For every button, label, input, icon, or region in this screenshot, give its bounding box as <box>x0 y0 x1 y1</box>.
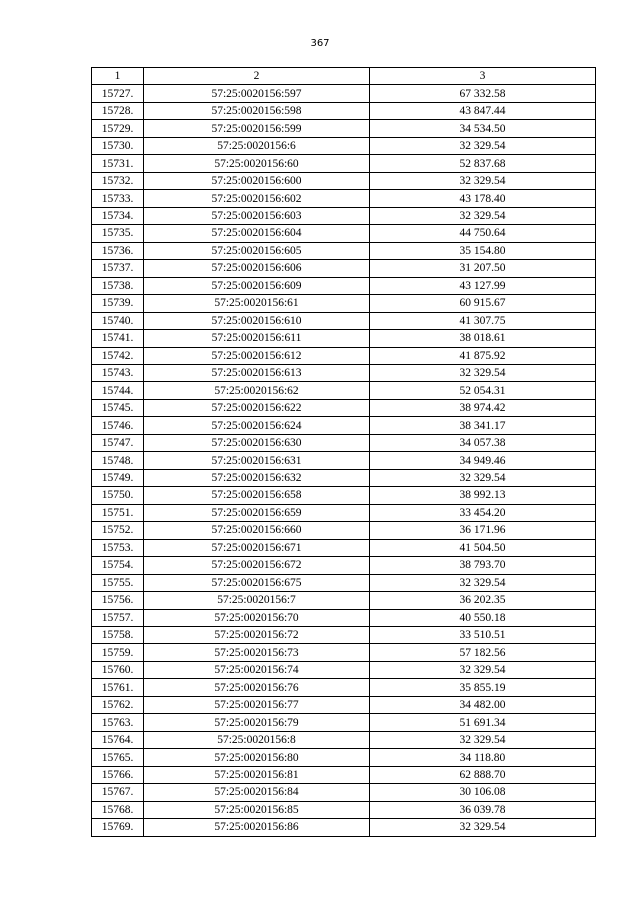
row-number-cell: 15745. <box>92 399 144 416</box>
value-cell: 34 118.80 <box>370 749 596 766</box>
cadastral-number-cell: 57:25:0020156:7 <box>144 592 370 609</box>
value-cell: 35 855.19 <box>370 679 596 696</box>
cadastral-number-cell: 57:25:0020156:675 <box>144 574 370 591</box>
row-number-cell: 15764. <box>92 731 144 748</box>
row-number-cell: 15752. <box>92 522 144 539</box>
value-cell: 41 875.92 <box>370 347 596 364</box>
row-number-cell: 15733. <box>92 190 144 207</box>
table-row <box>92 819 596 836</box>
cadastral-number-cell: 57:25:0020156:624 <box>144 417 370 434</box>
table-row <box>92 696 596 713</box>
data-table <box>91 67 596 837</box>
value-cell: 32 329.54 <box>370 661 596 678</box>
cadastral-number-cell: 57:25:0020156:671 <box>144 539 370 556</box>
row-number-cell: 15754. <box>92 557 144 574</box>
cadastral-number-cell: 57:25:0020156:81 <box>144 766 370 783</box>
value-cell: 33 454.20 <box>370 504 596 521</box>
value-cell: 38 793.70 <box>370 557 596 574</box>
cadastral-number-cell: 57:25:0020156:613 <box>144 364 370 381</box>
row-number-cell: 15759. <box>92 644 144 661</box>
row-number-cell: 15739. <box>92 295 144 312</box>
value-cell: 36 039.78 <box>370 801 596 818</box>
table-row <box>92 801 596 818</box>
cadastral-number-cell: 57:25:0020156:602 <box>144 190 370 207</box>
cadastral-number-cell: 57:25:0020156:599 <box>144 120 370 137</box>
header-cell-2: 2 <box>144 68 370 85</box>
table-row <box>92 364 596 381</box>
cadastral-number-cell: 57:25:0020156:672 <box>144 557 370 574</box>
value-cell: 52 837.68 <box>370 155 596 172</box>
table-row <box>92 417 596 434</box>
row-number-cell: 15769. <box>92 819 144 836</box>
cadastral-number-cell: 57:25:0020156:622 <box>144 399 370 416</box>
cadastral-number-cell: 57:25:0020156:598 <box>144 102 370 119</box>
value-cell: 44 750.64 <box>370 225 596 242</box>
row-number-cell: 15760. <box>92 661 144 678</box>
table-body <box>92 85 596 836</box>
table-row <box>92 522 596 539</box>
row-number-cell: 15741. <box>92 330 144 347</box>
cadastral-number-cell: 57:25:0020156:603 <box>144 207 370 224</box>
value-cell: 60 915.67 <box>370 295 596 312</box>
row-number-cell: 15730. <box>92 137 144 154</box>
value-cell: 38 018.61 <box>370 330 596 347</box>
value-cell: 62 888.70 <box>370 766 596 783</box>
cadastral-number-cell: 57:25:0020156:660 <box>144 522 370 539</box>
row-number-cell: 15735. <box>92 225 144 242</box>
table-row <box>92 399 596 416</box>
value-cell: 38 341.17 <box>370 417 596 434</box>
row-number-cell: 15766. <box>92 766 144 783</box>
value-cell: 32 329.54 <box>370 172 596 189</box>
row-number-cell: 15765. <box>92 749 144 766</box>
cadastral-number-cell: 57:25:0020156:76 <box>144 679 370 696</box>
table-row <box>92 137 596 154</box>
header-cell-3: 3 <box>370 68 596 85</box>
cadastral-number-cell: 57:25:0020156:630 <box>144 434 370 451</box>
table-row <box>92 504 596 521</box>
value-cell: 36 202.35 <box>370 592 596 609</box>
value-cell: 32 329.54 <box>370 469 596 486</box>
table-row <box>92 539 596 556</box>
cadastral-number-cell: 57:25:0020156:74 <box>144 661 370 678</box>
value-cell: 32 329.54 <box>370 731 596 748</box>
row-number-cell: 15729. <box>92 120 144 137</box>
cadastral-number-cell: 57:25:0020156:60 <box>144 155 370 172</box>
table-row <box>92 627 596 644</box>
value-cell: 31 207.50 <box>370 260 596 277</box>
value-cell: 41 504.50 <box>370 539 596 556</box>
row-number-cell: 15761. <box>92 679 144 696</box>
cadastral-number-cell: 57:25:0020156:86 <box>144 819 370 836</box>
value-cell: 43 847.44 <box>370 102 596 119</box>
page-number: 367 <box>310 38 330 49</box>
table-row <box>92 382 596 399</box>
table-header-row <box>92 68 596 85</box>
table-row <box>92 85 596 102</box>
table-row <box>92 731 596 748</box>
row-number-cell: 15738. <box>92 277 144 294</box>
row-number-cell: 15756. <box>92 592 144 609</box>
cadastral-number-cell: 57:25:0020156:61 <box>144 295 370 312</box>
table-row <box>92 749 596 766</box>
value-cell: 32 329.54 <box>370 819 596 836</box>
cadastral-number-cell: 57:25:0020156:80 <box>144 749 370 766</box>
table-row <box>92 260 596 277</box>
table-row <box>92 784 596 801</box>
row-number-cell: 15758. <box>92 627 144 644</box>
value-cell: 52 054.31 <box>370 382 596 399</box>
table-row <box>92 679 596 696</box>
cadastral-number-cell: 57:25:0020156:658 <box>144 487 370 504</box>
table-row <box>92 120 596 137</box>
table-row <box>92 155 596 172</box>
row-number-cell: 15740. <box>92 312 144 329</box>
cadastral-number-cell: 57:25:0020156:62 <box>144 382 370 399</box>
row-number-cell: 15763. <box>92 714 144 731</box>
row-number-cell: 15728. <box>92 102 144 119</box>
cadastral-number-cell: 57:25:0020156:612 <box>144 347 370 364</box>
table-row <box>92 102 596 119</box>
cadastral-number-cell: 57:25:0020156:79 <box>144 714 370 731</box>
row-number-cell: 15767. <box>92 784 144 801</box>
value-cell: 34 057.38 <box>370 434 596 451</box>
table-row <box>92 452 596 469</box>
row-number-cell: 15727. <box>92 85 144 102</box>
row-number-cell: 15757. <box>92 609 144 626</box>
value-cell: 32 329.54 <box>370 364 596 381</box>
cadastral-number-cell: 57:25:0020156:600 <box>144 172 370 189</box>
row-number-cell: 15736. <box>92 242 144 259</box>
value-cell: 43 127.99 <box>370 277 596 294</box>
row-number-cell: 15737. <box>92 260 144 277</box>
row-number-cell: 15762. <box>92 696 144 713</box>
cadastral-number-cell: 57:25:0020156:72 <box>144 627 370 644</box>
value-cell: 51 691.34 <box>370 714 596 731</box>
value-cell: 32 329.54 <box>370 137 596 154</box>
table-row <box>92 766 596 783</box>
value-cell: 36 171.96 <box>370 522 596 539</box>
value-cell: 32 329.54 <box>370 574 596 591</box>
table-row <box>92 574 596 591</box>
value-cell: 38 992.13 <box>370 487 596 504</box>
cadastral-number-cell: 57:25:0020156:6 <box>144 137 370 154</box>
value-cell: 67 332.58 <box>370 85 596 102</box>
value-cell: 34 534.50 <box>370 120 596 137</box>
cadastral-number-cell: 57:25:0020156:84 <box>144 784 370 801</box>
table-row <box>92 347 596 364</box>
table-row <box>92 714 596 731</box>
value-cell: 34 482.00 <box>370 696 596 713</box>
row-number-cell: 15751. <box>92 504 144 521</box>
cadastral-number-cell: 57:25:0020156:606 <box>144 260 370 277</box>
table-row <box>92 487 596 504</box>
cadastral-number-cell: 57:25:0020156:77 <box>144 696 370 713</box>
row-number-cell: 15734. <box>92 207 144 224</box>
row-number-cell: 15744. <box>92 382 144 399</box>
cadastral-number-cell: 57:25:0020156:659 <box>144 504 370 521</box>
row-number-cell: 15748. <box>92 452 144 469</box>
cadastral-number-cell: 57:25:0020156:611 <box>144 330 370 347</box>
table-row <box>92 661 596 678</box>
row-number-cell: 15750. <box>92 487 144 504</box>
cadastral-number-cell: 57:25:0020156:631 <box>144 452 370 469</box>
value-cell: 34 949.46 <box>370 452 596 469</box>
table-row <box>92 190 596 207</box>
value-cell: 35 154.80 <box>370 242 596 259</box>
table-row <box>92 277 596 294</box>
table-row <box>92 592 596 609</box>
cadastral-number-cell: 57:25:0020156:632 <box>144 469 370 486</box>
table-row <box>92 330 596 347</box>
table-row <box>92 557 596 574</box>
value-cell: 57 182.56 <box>370 644 596 661</box>
table-row <box>92 295 596 312</box>
table-row <box>92 242 596 259</box>
row-number-cell: 15743. <box>92 364 144 381</box>
table-row <box>92 469 596 486</box>
cadastral-number-cell: 57:25:0020156:609 <box>144 277 370 294</box>
table-row <box>92 644 596 661</box>
table-row <box>92 312 596 329</box>
cadastral-number-cell: 57:25:0020156:597 <box>144 85 370 102</box>
row-number-cell: 15753. <box>92 539 144 556</box>
value-cell: 43 178.40 <box>370 190 596 207</box>
row-number-cell: 15768. <box>92 801 144 818</box>
table-row <box>92 225 596 242</box>
row-number-cell: 15747. <box>92 434 144 451</box>
table-row <box>92 609 596 626</box>
row-number-cell: 15742. <box>92 347 144 364</box>
value-cell: 38 974.42 <box>370 399 596 416</box>
cadastral-number-cell: 57:25:0020156:85 <box>144 801 370 818</box>
value-cell: 30 106.08 <box>370 784 596 801</box>
table-row <box>92 434 596 451</box>
table-row <box>92 207 596 224</box>
cadastral-number-cell: 57:25:0020156:610 <box>144 312 370 329</box>
value-cell: 41 307.75 <box>370 312 596 329</box>
value-cell: 40 550.18 <box>370 609 596 626</box>
cadastral-number-cell: 57:25:0020156:8 <box>144 731 370 748</box>
cadastral-number-cell: 57:25:0020156:73 <box>144 644 370 661</box>
row-number-cell: 15746. <box>92 417 144 434</box>
table-row <box>92 172 596 189</box>
header-cell-1: 1 <box>92 68 144 85</box>
row-number-cell: 15749. <box>92 469 144 486</box>
cadastral-number-cell: 57:25:0020156:604 <box>144 225 370 242</box>
value-cell: 33 510.51 <box>370 627 596 644</box>
row-number-cell: 15732. <box>92 172 144 189</box>
value-cell: 32 329.54 <box>370 207 596 224</box>
row-number-cell: 15731. <box>92 155 144 172</box>
cadastral-number-cell: 57:25:0020156:70 <box>144 609 370 626</box>
row-number-cell: 15755. <box>92 574 144 591</box>
cadastral-number-cell: 57:25:0020156:605 <box>144 242 370 259</box>
